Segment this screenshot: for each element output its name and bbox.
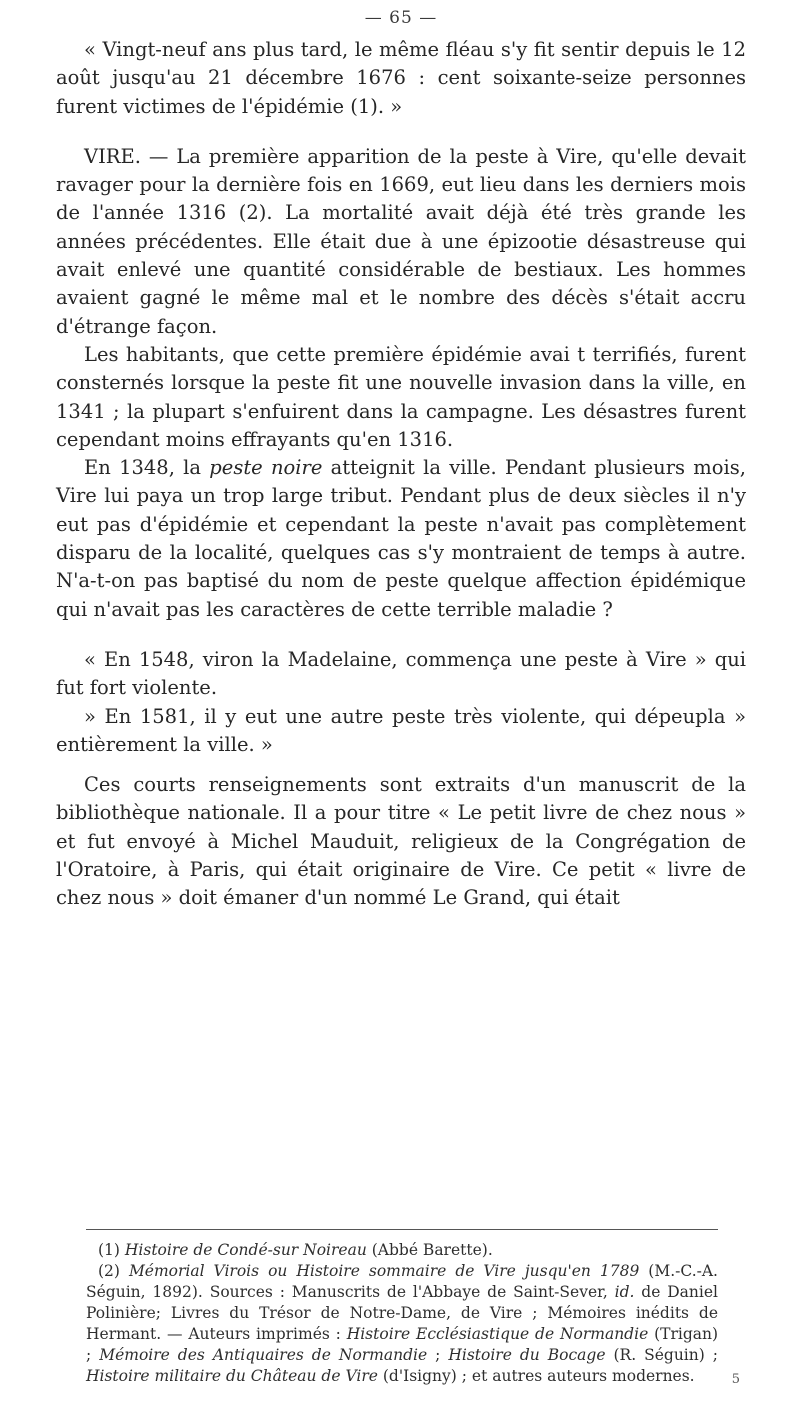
footnote-2-part4: ;: [427, 1346, 449, 1364]
footnote-1-title: Histoire de Condé-sur Noireau: [124, 1241, 367, 1259]
footnote-2-title-5: Histoire militaire du Château de Vire: [86, 1367, 378, 1385]
footnote-2-part6: (d'Isigny) ; et autres auteurs modernes.: [377, 1367, 695, 1385]
footnote-2-id: id.: [614, 1283, 635, 1301]
footnote-2-title: Mémorial Virois ou Histoire sommaire de Vire jusqu'en 1789: [128, 1262, 640, 1280]
peste-text-before: En 1348, la: [84, 456, 210, 480]
footnote-2-title-2: Histoire Ecclésiastique de Normandie: [346, 1325, 649, 1343]
footnote-2-part3: (Trigan) ;: [86, 1325, 719, 1364]
footnote-1-mark: (1): [98, 1241, 125, 1259]
paragraph-quote-1676: « Vingt-neuf ans plus tard, le même fléau s'y fit sentir depuis le 12 août jusqu'au 21 décembre 1676 : cent soixante-seize personnes furent victimes de l'épidémie (1). »: [56, 38, 746, 118]
signature-mark: 5: [731, 1372, 740, 1387]
paragraph-peste-noire: [56, 454, 746, 624]
footnote-2-title-3: Mémoire des Antiquaires de Normandie: [99, 1346, 428, 1364]
main-text: [56, 36, 746, 913]
footnotes: [86, 1240, 718, 1387]
peste-noire-italic: peste noire: [209, 456, 323, 480]
paragraph-manuscrit: Ces courts renseignements sont extraits d'un manuscrit de la bibliothèque nationale. Il a pour titre « Le petit livre de chez nous » et fut envoyé à Michel Mauduit, religieux de la Congrégation de l'Oratoire, à Paris, qui était originaire de Vire. Ce petit « livre de chez nous » doit émaner d'un nommé Le Grand, qui était: [56, 773, 746, 910]
footnote-2-part1: (M.-C.-A. Séguin, 1892). Sources : Manuscrits de l'Abbaye de Saint-Sever,: [86, 1262, 718, 1301]
book-page: [56, 0, 746, 1411]
footnote-2-part5: (R. Séguin) ;: [605, 1346, 718, 1364]
page-number: — 65 —: [364, 8, 438, 28]
paragraph-vire-1341: Les habitants, que cette première épidémie avai t terrifiés, furent consternés lorsque la peste fit une nouvelle invasion dans la ville, en 1341 ; la plupart s'enfuirent dans la campagne. Les désastres furent cependant moins effrayants qu'en 1316.: [56, 342, 746, 451]
footnote-divider: [86, 1229, 718, 1230]
footnote-2-title-4: Histoire du Bocage: [448, 1346, 606, 1364]
footnote-2-part2: de Daniel Polinière; Livres du Trésor de Notre-Dame, de Vire ; Mémoires inédits de Hermant. — Auteurs imprimés :: [86, 1283, 718, 1343]
footnote-2: [86, 1261, 718, 1387]
quote-1548: « En 1548, viron la Madelaine, commença une peste à Vire » qui fut fort violente.: [56, 647, 746, 700]
paragraph-vire-1316: VIRE. — La première apparition de la peste à Vire, qu'elle devait ravager pour la dernière fois en 1669, eut lieu dans les derniers mois de l'année 1316 (2). La mortalité avait déjà été très grande les années précédentes. Elle était due à une épizootie désastreuse qui avait enlevé une quantité considérable de bestiaux. Les hommes avaient gagné le même mal et le nombre des décès s'était accru d'étrange façon.: [56, 144, 746, 338]
footnote-2-mark: (2): [98, 1262, 129, 1280]
footnote-1-rest: (Abbé Barette).: [366, 1241, 493, 1259]
footnote-1: [86, 1240, 718, 1261]
peste-text-after: atteignit la ville. Pendant plusieurs mois, Vire lui paya un trop large tribut. Pendant plus de deux siècles il n'y eut pas d'épidémie et cependant la peste n'avait pas complètement disparu de la localité, quelques cas s'y montraient de temps à autre. N'a-t-on pas baptisé du nom de peste quelque affection épidémique qui n'avait pas les caractères de cette terrible maladie ?: [56, 456, 746, 621]
quote-1581: » En 1581, il y eut une autre peste très violente, qui dépeupla » entièrement la ville. »: [56, 704, 746, 756]
